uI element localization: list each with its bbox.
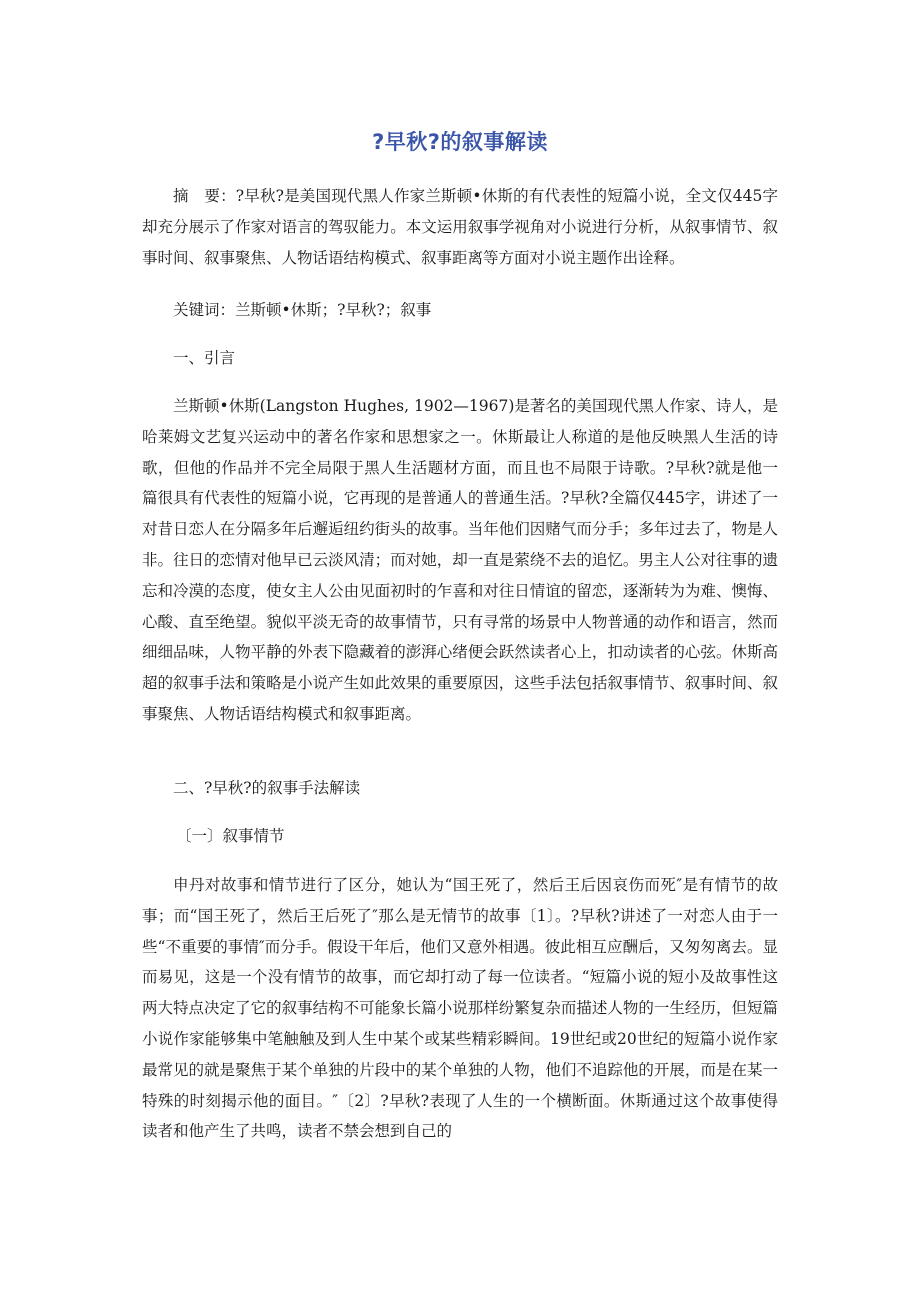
- plot-paragraph: 申丹对故事和情节进行了区分，她认为“国王死了，然后王后因哀伤而死″是有情节的故事；而“国王死了，然后王后死了″那么是无情节的故事〔1〕。?早秋?讲述了一对恋人由于一些“不重要的事情″而分手。假设干年后，他们又意外相遇。彼此相互应酬后，又匆匆离去。显而易见，这是一个没有情节的故事，而它却打动了每一位读者。“短篇小说的短小及故事性这两大特点决定了它的叙事结构不可能象长篇小说那样纷繁复杂而描述人物的一生经历，但短篇小说作家能够集中笔触触及到人生中某个或某些精彩瞬间。19世纪或20世纪的短篇小说作家最常见的就是聚焦于某个单独的片段中的某个单独的人物，他们不追踪他的开展，而是在某一特殊的时刻揭示他的面目。″〔2〕?早秋?表现了人生的一个横断面。休斯通过这个故事使得读者和他产生了共鸣，读者不禁会想到自己的: [142, 876, 778, 1141]
- introduction-paragraph: 兰斯顿•休斯(Langston Hughes, 1902—1967)是著名的美国现代黑人作家、诗人，是哈莱姆文艺复兴运动中的著名作家和思想家之一。休斯最让人称道的是他反映黑人生活的诗歌，但他的作品并不完全局限于黑人生活题材方面，而且也不局限于诗歌。?早秋?就是他一篇很具有代表性的短篇小说，它再现的是普通人的普通生活。?早秋?全篇仅445字，讲述了一对昔日恋人在分隔多年后邂逅纽约街头的故事。当年他们因赌气而分手；多年过去了，物是人非。往日的恋情对他早已云淡风清；而对她，却一直是萦绕不去的追忆。男主人公对往事的遗忘和冷漠的态度，使女主人公由见面初时的乍喜和对往日情谊的留恋，逐渐转为为难、懊悔、心酸、直至绝望。貌似平淡无奇的故事情节，只有寻常的场景中人物普通的动作和语言，然而细细品味，人物平静的外表下隐藏着的澎湃心绪便会跃然读者心上，扣动读者的心弦。休斯高超的叙事手法和策略是小说产生如此效果的重要原因，这些手法包括叙事情节、叙事时间、叙事聚焦、人物话语结构模式和叙事距离。: [142, 397, 778, 723]
- abstract-paragraph: 摘 要：?早秋?是美国现代黑人作家兰斯顿•休斯的有代表性的短篇小说，全文仅445字却充分展示了作家对语言的驾驭能力。本文运用叙事学视角对小说进行分析，从叙事情节、叙事时间、叙事聚焦、人物话语结构模式、叙事距离等方面对小说主题作出诠释。: [142, 187, 778, 267]
- page-title: ?早秋?的叙事解读: [372, 130, 548, 154]
- section-heading-narrative-techniques: 二、?早秋?的叙事手法解读: [173, 779, 361, 797]
- subsection-heading-plot: 〔一〕叙事情节: [176, 827, 285, 845]
- keywords-line: 关键词：兰斯顿•休斯；?早秋?；叙事: [173, 301, 432, 319]
- section-heading-introduction: 一、引言: [173, 349, 236, 367]
